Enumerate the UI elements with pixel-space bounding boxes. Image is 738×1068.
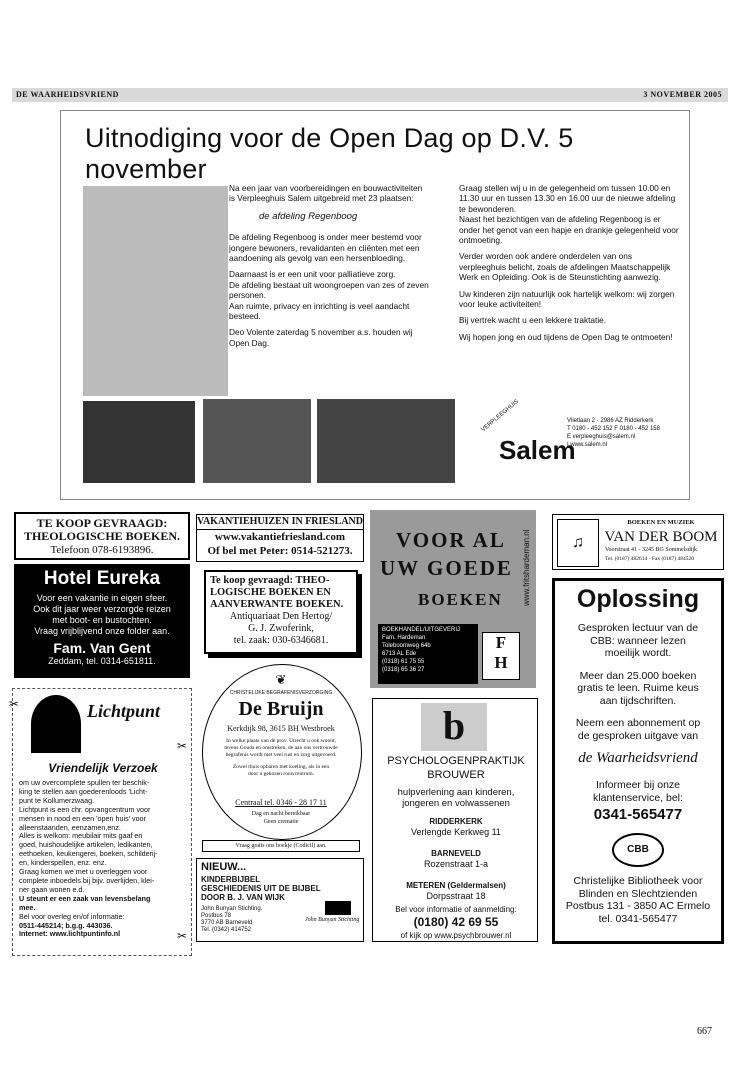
house-icon — [325, 901, 351, 915]
antiq-person: G. J. Zwoferink, — [248, 623, 314, 634]
ad1-line: THEOLOGISCHE BOEKEN. — [23, 529, 181, 543]
contact-line: E verpleeghuis@salem.nl — [567, 434, 636, 440]
ad-hardeman — [370, 510, 536, 688]
brouwer-info: Bel voor informatie of aanmelding: — [395, 905, 517, 914]
antiq-name: Antiquariaat Den Hertog/ — [229, 611, 333, 622]
antiq-line: AANVERWANTE BOEKEN. — [210, 599, 344, 610]
hotel-owner: Fam. Van Gent — [53, 640, 151, 656]
body-line: 0511-445214; b.g.g. 443036. — [19, 920, 113, 930]
bruijn-name: De Bruijn — [238, 698, 324, 720]
photo-people-3 — [317, 399, 455, 483]
kb-new: NIEUW... — [201, 861, 247, 873]
opl-line: Gesproken lectuur van de — [577, 622, 699, 634]
shop-line: BOEKHANDEL/UITGEVERIJ — [382, 627, 461, 633]
brouwer-addr: Verlengde Kerkweg 11 — [411, 827, 501, 837]
opl-line: tel. 0341-565477 — [598, 912, 678, 925]
bunyan-logo: John Bunyan Stichting — [305, 917, 360, 923]
kb-line: Postbus 78 — [201, 913, 232, 919]
hotel-line: met boot- en bustochten. — [52, 615, 152, 625]
ad1-phone: Telefoon 078-6193896. — [50, 544, 154, 556]
brouwer-phone: (0180) 42 69 55 — [413, 915, 499, 929]
ad1-line: TE KOOP GEVRAAGD: — [36, 516, 168, 530]
fh-logo — [482, 632, 520, 680]
opl-line: Postbus 131 - 3850 AC Ermelo — [565, 900, 711, 912]
boom-addr: Voorstraat 41 - 3245 BG Sommelsdijk — [605, 547, 698, 553]
oplossing-paper: de Waarheidsvriend — [578, 750, 698, 766]
oplossing-p4 — [555, 779, 721, 804]
hotel-title: Hotel Eureka — [43, 568, 161, 589]
scissors-icon: ✂ — [9, 697, 20, 711]
ad-lichtpunt — [9, 688, 192, 956]
oplossing-p2 — [555, 670, 721, 708]
shop-line: Fam. Hardeman — [382, 635, 426, 641]
brouwer-title: PSYCHOLOGENPRAKTIJK — [387, 755, 525, 767]
ad-hotel-eureka — [14, 564, 190, 678]
body-line: Alles is welkom: meubilair mits gaaf en — [19, 831, 143, 841]
shop-line: Toleboomweg 64b — [382, 643, 431, 649]
inv-text: Deo Volente zaterdag 5 november a.s. houden wij Open Dag. — [229, 327, 413, 348]
antiq-line: LOGISCHE BOEKEN EN — [210, 587, 331, 598]
hardeman-line: UW GOEDE — [380, 556, 513, 580]
fh-letter: F — [495, 633, 507, 652]
bruijn-footer: Vraag gratis ons boekje (Codicil) aan. — [202, 840, 360, 852]
bruijn-line: Zowel thuis opbaren met koeling, als in een — [232, 764, 330, 770]
inv-text: Uw kinderen zijn natuurlijk ook hartelijk welkom: wij zorgen voor leuke activiteiten! — [459, 288, 675, 310]
bruijn-line: tevens Gouda en omstreken, de aan ons vertrouwde — [224, 745, 338, 751]
hardeman-shop — [378, 624, 478, 684]
opl-line: Meer dan 25.000 boeken — [579, 669, 697, 682]
boom-top: BOEKEN EN MUZIEK — [627, 519, 695, 526]
vakantie-phone: Of bel met Peter: 0514-521273. — [207, 545, 353, 557]
opl-line: Christelijke Bibliotheek voor — [573, 875, 703, 887]
invitation-title: Uitnodiging voor de Open Dag op D.V. 5 november — [85, 123, 574, 184]
opl-line: moeilijk wordt. — [604, 647, 672, 659]
bruijn-addr: Kerkdijk 98, 3615 BH Westbroek — [227, 724, 335, 733]
body-line: ner gaan wonen e.d. — [19, 884, 85, 894]
body-line: Graag komen we met u overleggen voor — [19, 867, 148, 877]
bruijn-line: In welke plaats van de prov. Utrecht u ook woont, — [226, 738, 336, 744]
publication-name: DE WAARHEIDSVRIEND — [16, 90, 119, 99]
inv-text: Naast het bezichtigen van de afdeling Regenboog is er onder het genot van een hapje en drankje gelegenheid voor ontmoeting. — [459, 214, 679, 246]
opl-line: gratis te leen. Ruime keus — [577, 682, 699, 694]
ad-oplossing — [552, 578, 724, 944]
brouwer-web: of kijk op www.psychbrouwer.nl — [400, 931, 512, 940]
brouwer-addr: Dorpsstraat 18 — [426, 891, 486, 901]
oplossing-p1 — [555, 622, 721, 660]
photo-people-1 — [83, 401, 195, 483]
oplossing-phone: 0341-565477 — [593, 806, 683, 823]
salem-logo-sub: VERPLEEGHUIS — [480, 398, 521, 434]
antiq-phone: tel. zaak: 030-6346681. — [233, 635, 329, 646]
inv-text: Aan ruimte, privacy en inrichting is veel aandacht besteed. — [229, 300, 410, 322]
kb-line: Tel. (0342) 414752 — [201, 927, 252, 933]
ad-psychologen — [372, 698, 538, 942]
inv-text: Bij vertrek wacht u een lekkere traktatie. — [459, 315, 607, 326]
brouwer-loc: RIDDERKERK — [429, 817, 483, 826]
page-header — [12, 88, 728, 102]
oplossing-title: Oplossing — [576, 585, 700, 613]
shop-line: (0318) 65 36 27 — [382, 667, 425, 673]
inv-text: Wij hopen jong en oud tijdens de Open Dag te ontmoeten! — [459, 331, 673, 342]
lighthouse-icon — [31, 695, 81, 753]
body-line: en, kinderspellen, enz. enz. — [19, 858, 107, 868]
bruijn-line: begrafenis wordt met veel rust en zorg uitgevoerd. — [225, 752, 337, 758]
bruijn-phone: Centraal tel. 0346 - 28 17 11 — [235, 798, 327, 807]
shop-line: (0318) 61 75 55 — [382, 659, 425, 665]
inv-text: De afdeling bestaat uit woongroepen van zes of zeven personen. — [229, 279, 429, 301]
brouwer-logo: b — [421, 703, 487, 751]
hotel-address: Zeddam, tel. 0314-651811. — [48, 656, 156, 666]
hardeman-url: www.fritshardeman.nl — [522, 529, 531, 606]
oplossing-p5 — [555, 875, 721, 925]
body-line: Lichtpunt is een chr. opvangcentrum voor — [19, 804, 151, 814]
building-photo — [83, 186, 228, 396]
ad-vakantiehuizen — [196, 514, 364, 562]
body-line: U steunt er een zaak van levensbelang — [19, 893, 151, 903]
body-line: mee. — [19, 902, 36, 912]
fh-letter: H — [494, 653, 508, 672]
vakantie-title: VAKANTIEHUIZEN IN FRIESLAND — [197, 515, 363, 530]
body-line: mensen in nood en een 'open huis' voor — [19, 813, 147, 823]
opl-line: Informeer bij onze — [595, 779, 681, 791]
inv-text: Daarnaast is er een unit voor palliatieve zorg. — [229, 269, 396, 280]
brouwer-line: jongeren en volwassenen — [402, 798, 510, 809]
body-line: om uw overcomplete spullen ter beschik- — [19, 778, 150, 787]
inv-text: De afdeling Regenboog is onder meer bestemd voor jongere bewoners, revalidanten en cliënten met een aandoening als gevolg van een hersenbloeding. — [229, 232, 422, 264]
kb-line: John Bunyan Stichting. — [201, 906, 263, 912]
kb-title: DOOR B. J. VAN WIJK — [201, 893, 285, 902]
lichtpunt-body — [19, 779, 191, 939]
lichtpunt-logo: Lichtpunt — [87, 701, 161, 721]
antiq-line: Te koop gevraagd: THEO- — [210, 575, 330, 586]
opl-line: klantenservice, bel: — [593, 791, 683, 804]
invitation-col2 — [459, 183, 681, 348]
boom-tel: Tel. (0187) 482614 - Fax (0187) 484520 — [605, 556, 694, 562]
scissors-icon: ✂ — [176, 739, 187, 753]
inv-text: Graag stellen wij u in de gelegenheid om tussen 10.00 en 11.30 uur en tussen 13.30 en 16.00 uur de nieuwe afdeling te bewonderen. — [459, 183, 676, 214]
hardeman-line: BOEKEN — [418, 590, 503, 609]
photo-people-2 — [203, 399, 311, 483]
bruijn-top: CHRISTELIJKE BEGRAFENISVERZORGING — [229, 690, 333, 696]
body-line: complete inboedels bij bijv. overlijden, klei- — [19, 875, 155, 885]
hotel-line: Vraag vrijblijvend onze folder aan. — [34, 626, 170, 636]
kb-title: KINDERBIJBEL — [201, 875, 261, 884]
body-line: punt te Kollumerzwaag. — [19, 795, 95, 805]
vakantie-url: www.vakantiefriesland.com — [214, 531, 346, 543]
music-book-icon: ♫ — [557, 519, 599, 567]
body-line: eethoeken, keukengerei, boeken, schilderij- — [19, 849, 158, 859]
brouwer-sub — [373, 787, 539, 809]
body-line: goed, huishoudelijke artikelen, ledikanten, — [19, 840, 153, 850]
brouwer-loc: METEREN (Geldermalsen) — [406, 881, 506, 890]
invitation-col1 — [229, 183, 429, 354]
ad-kinderbijbel — [196, 858, 364, 942]
contact-line: I www.salem.nl — [567, 442, 608, 448]
boom-name: VAN DER BOOM — [604, 529, 718, 545]
scissors-icon: ✂ — [176, 929, 187, 943]
body-line: alleenstaanden, eenzamen,enz. — [19, 822, 121, 832]
opl-line: Blinden en Slechtzienden — [578, 887, 698, 900]
brouwer-line: hulpverlening aan kinderen, — [397, 787, 515, 798]
body-line: Bel voor overleg en/of informatie: — [19, 911, 125, 921]
bruijn-line: Geen crematie — [263, 819, 299, 825]
body-line: Internet: www.lichtpuntinfo.nl — [19, 929, 121, 939]
ad-theologische-boeken — [14, 512, 190, 560]
hardeman-line: VOOR AL — [396, 528, 506, 552]
wreath-icon: ❦ — [275, 672, 287, 687]
ad-van-der-boom — [552, 514, 724, 570]
salem-logo-text: Salem — [499, 435, 576, 465]
opl-line: aan tijdschriften. — [599, 694, 677, 707]
bruijn-line: Dag en nacht bereikbaar — [251, 811, 311, 817]
bruijn-line: door u gekozen rouwcentrum. — [248, 771, 314, 777]
inv-text: Verder worden ook andere onderdelen van ons verpleeghuis belicht, zoals de afdelingen Maatschappelijk Werk en Opleiding. Ook is de Steunstichting aanwezig. — [459, 251, 671, 283]
brouwer-name: BROUWER — [427, 769, 485, 781]
bruijn-text — [210, 738, 352, 778]
publication-date: 3 NOVEMBER 2005 — [643, 90, 722, 99]
page-number: 667 — [697, 1026, 712, 1037]
opl-line: Neem een abonnement op — [575, 717, 701, 729]
contact-line: T 0180 - 452 152 F 0180 - 452 158 — [567, 426, 660, 432]
contact-line: Vlietlaan 2 · 2986 AZ Ridderkerk — [567, 418, 654, 424]
ad-antiquariaat — [204, 570, 358, 654]
shop-line: 6713 AL Ede — [382, 651, 417, 657]
salem-contact — [567, 417, 660, 449]
brouwer-addr: Rozenstraat 1-a — [423, 859, 489, 869]
bruijn-extra — [198, 810, 364, 826]
hotel-line: Ook dit jaar weer verzorgde reizen — [33, 604, 171, 614]
opl-line: CBB: wanneer lezen — [590, 634, 686, 647]
invitation-ad — [60, 110, 690, 500]
oplossing-p3 — [555, 717, 721, 742]
body-line: king te stellen aan goederenloods 'Licht- — [19, 786, 148, 796]
opl-line: de gesproken uitgave van — [577, 729, 699, 742]
brouwer-loc: BARNEVELD — [431, 849, 481, 858]
inv-emph: de afdeling Regenboog — [259, 210, 358, 222]
cbb-logo: CBB — [612, 833, 664, 867]
inv-text: Na een jaar van voorbereidingen en bouwactiviteiten is Verpleeghuis Salem uitgebreid met 23 plaatsen: — [229, 183, 423, 204]
ad-de-bruijn — [198, 664, 364, 854]
kb-line: 3770 AB Barneveld — [201, 920, 253, 926]
salem-logo — [449, 398, 576, 477]
kb-title: GESCHIEDENIS UIT DE BIJBEL — [201, 884, 321, 893]
lichtpunt-title: Vriendelijk Verzoek — [48, 761, 158, 775]
hotel-line: Voor een vakantie in eigen sfeer. — [36, 593, 168, 603]
